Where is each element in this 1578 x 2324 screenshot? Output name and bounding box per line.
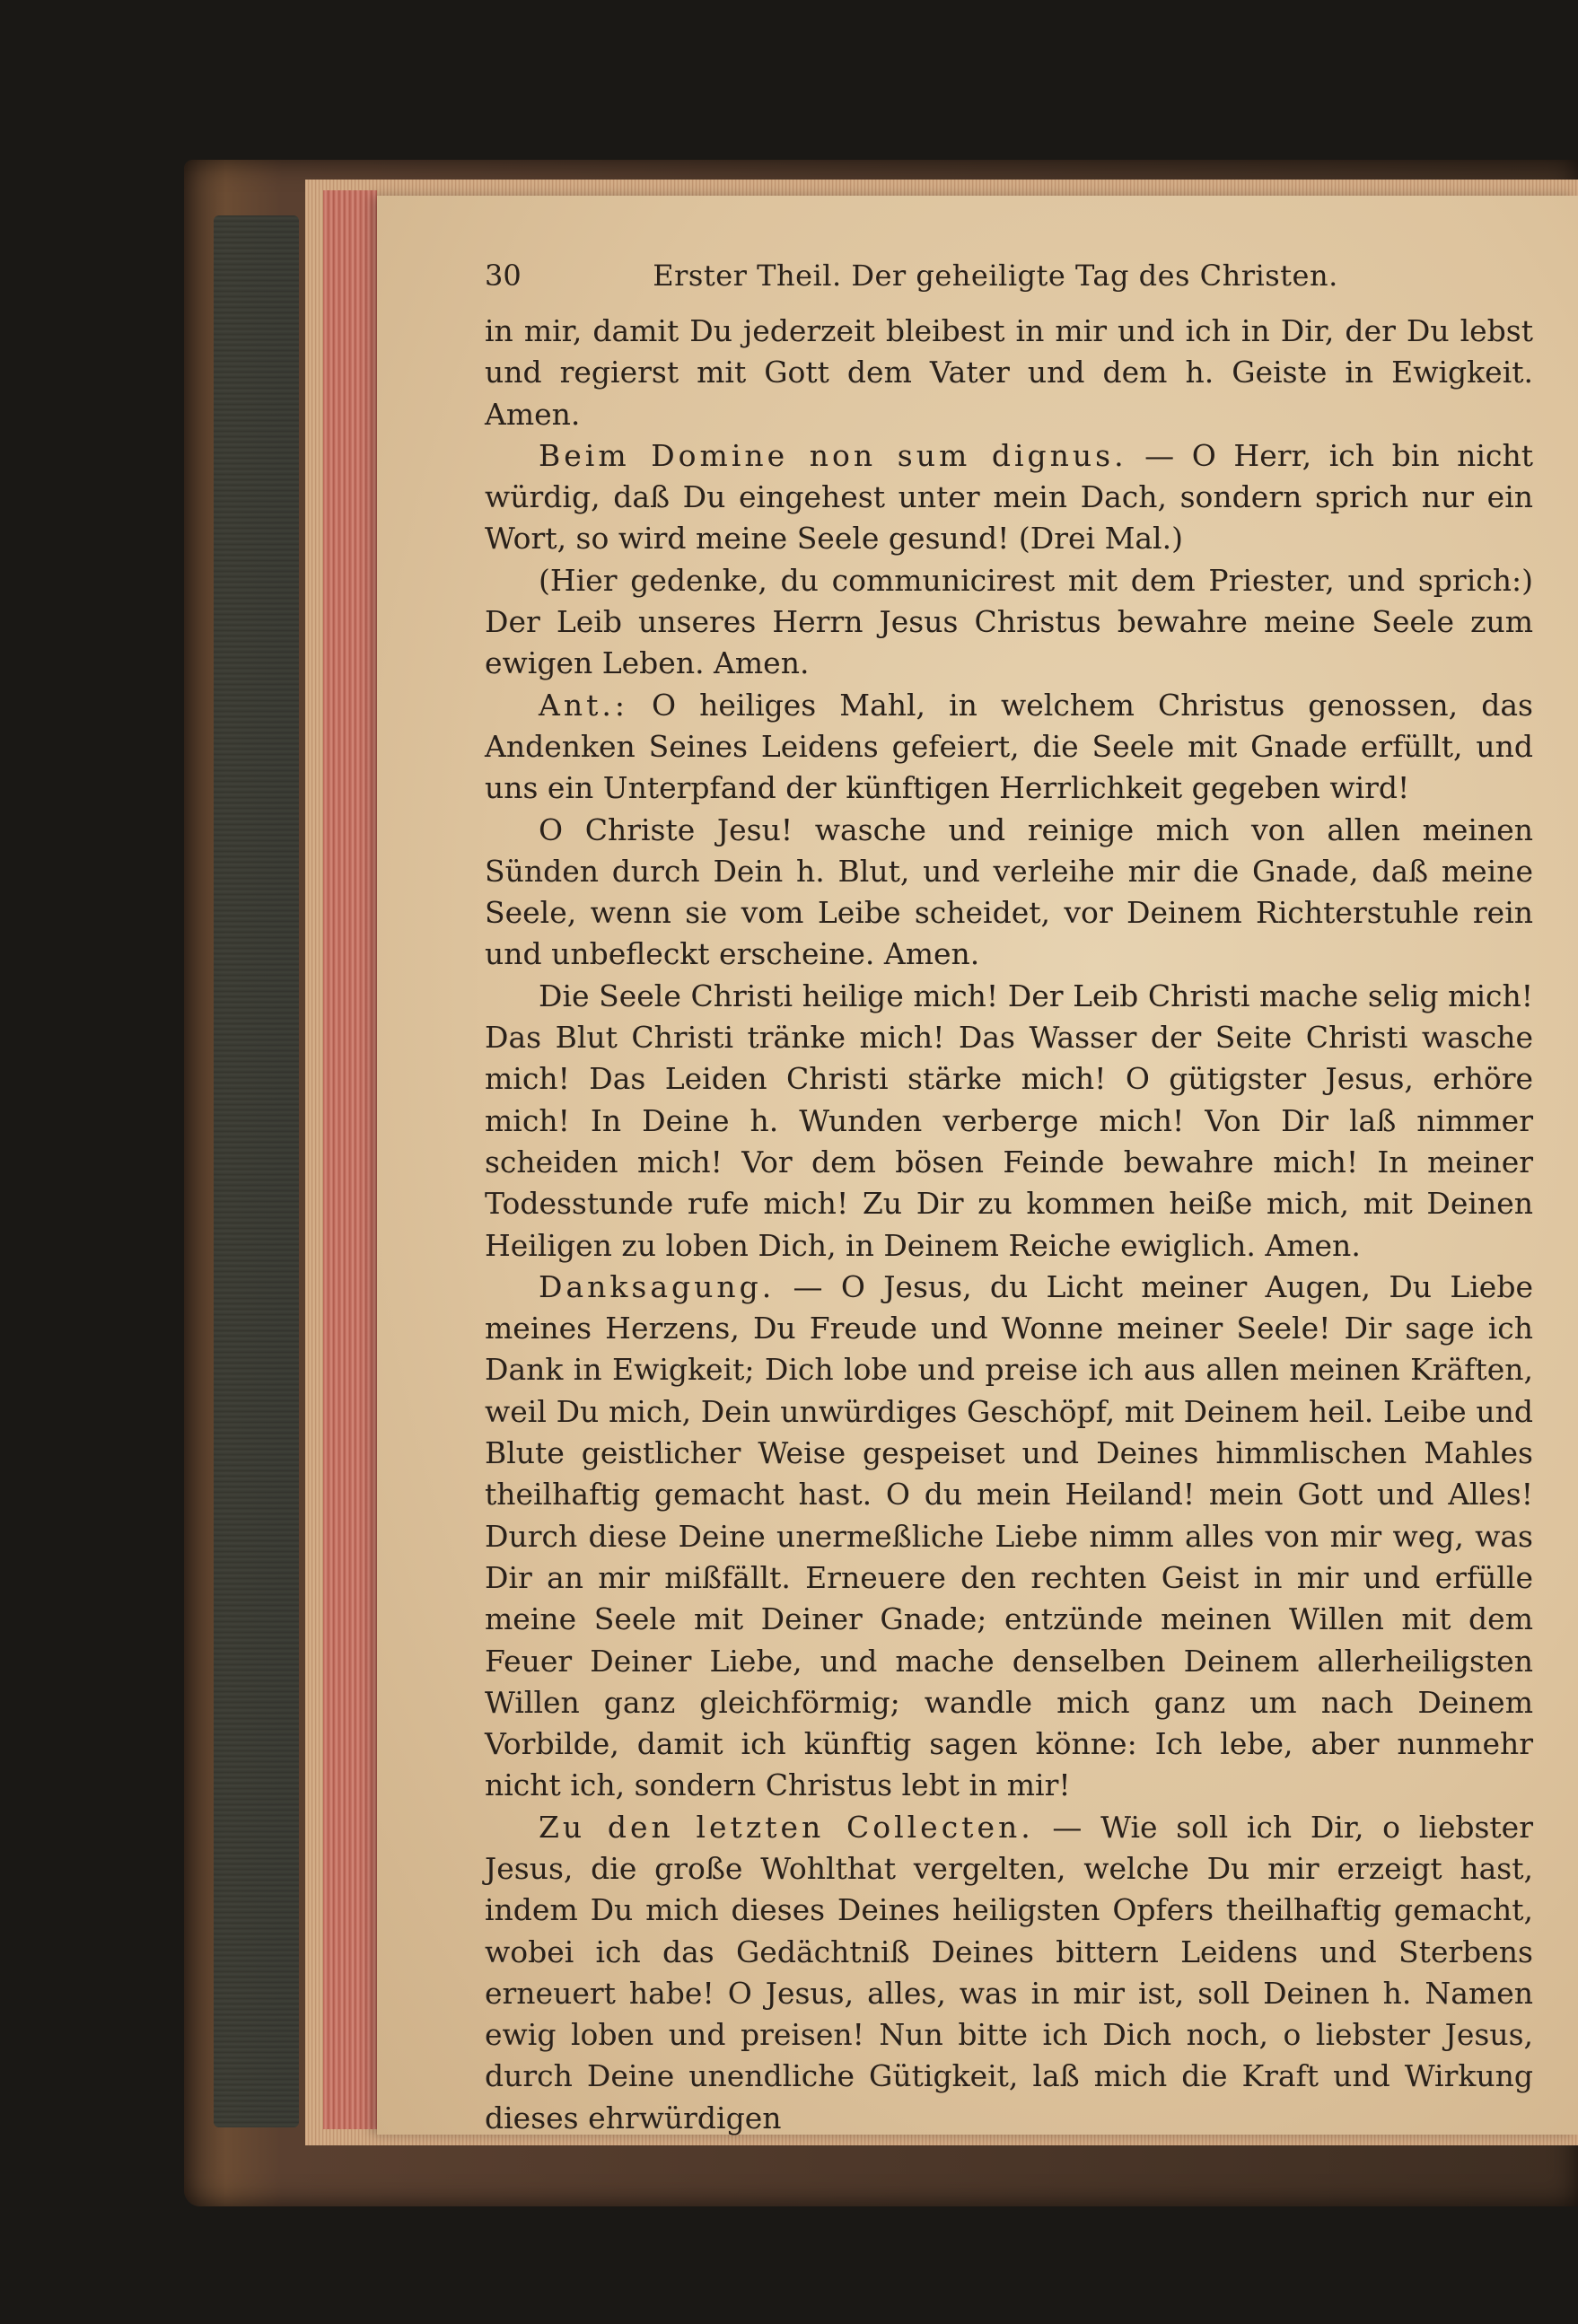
page-number: 30	[485, 259, 522, 293]
red-page-edges	[323, 190, 377, 2129]
paragraph	[485, 435, 1533, 560]
paragraph-text: — O Herr, ich bin nicht würdig, daß Du eingehest unter mein Dach, sondern sprich nur ein Wort, so wird meine Seele gesund! (Drei Mal.)	[485, 437, 1533, 557]
paragraph	[485, 560, 1533, 685]
section-lead: Danksagung.	[539, 1268, 776, 1304]
paragraph	[485, 685, 1533, 810]
page-text	[485, 255, 1533, 2139]
running-head	[485, 255, 1533, 302]
paragraph	[485, 976, 1533, 1267]
paragraph-text: O heiliges Mahl, in welchem Christus genossen, das Andenken Seines Leidens gefeiert, die Seele mit Gnade erfüllt, und uns ein Unterpfand der künftigen Herrlichkeit gegeben wird!	[485, 687, 1533, 806]
section-lead: Beim Domine non sum dignus.	[539, 437, 1127, 473]
book-spine-cloth	[214, 215, 299, 2127]
paragraph-text: — Wie soll ich Dir, o liebster Jesus, die große Wohlthat vergelten, welche Du mir erzeigt hast, indem Du mich dieses Deines heiligsten Opfers theilhaftig gemacht, wobei ich das Gedächtniß Deines bittern Leidens und Sterbens erneuert habe! O Jesus, alles, was in mir ist, soll Deinen h. Namen ewig loben und preisen! Nun bitte ich Dich noch, o liebster Jesus, durch Deine unendliche Gütigkeit, laß mich die Kraft und Wirkung dieses ehrwürdigen	[485, 1809, 1533, 2135]
paragraph-text: O Christe Jesu! wasche und reinige mich von allen meinen Sünden durch Dein h. Blut, und verleihe mir die Gnade, daß meine Seele, wenn sie vom Leibe scheidet, vor Deinem Richterstuhle rein und unbefleckt erscheine. Amen.	[485, 811, 1533, 972]
running-title: Erster Theil. Der geheiligte Tag des Christen.	[653, 259, 1338, 293]
section-lead: Ant.:	[539, 687, 628, 723]
paragraph	[485, 1267, 1533, 1807]
paragraph-text: (Hier gedenke, du communicirest mit dem Priester, und sprich:) Der Leib unseres Herrn Jesus Christus bewahre meine Seele zum ewigen Leben. Amen.	[485, 562, 1533, 681]
section-lead: Zu den letzten Collecten.	[539, 1809, 1034, 1845]
paragraph-text: Die Seele Christi heilige mich! Der Leib Christi mache selig mich! Das Blut Christi tränke mich! Das Wasser der Seite Christi wasche mich! Das Leiden Christi stärke mich! O gütigster Jesus, erhöre mich! In Deine h. Wunden verberge mich! Von Dir laß nimmer scheiden mich! Vor dem bösen Feinde bewahre mich! In meiner Todesstunde rufe mich! Zu Dir zu kommen heiße mich, mit Deinen Heiligen zu loben Dich, in Deinem Reiche ewiglich. Amen.	[485, 978, 1533, 1263]
paragraph	[485, 810, 1533, 976]
paragraph-text: — O Jesus, du Licht meiner Augen, Du Liebe meines Herzens, Du Freude und Wonne meiner Seele! Dir sage ich Dank in Ewigkeit; Dich lobe und preise ich aus allen meinen Kräften, weil Du mich, Dein unwürdiges Geschöpf, mit Deinem heil. Leibe und Blute geistlicher Weise gespeiset und Deines himmlischen Mahles theilhaftig gemacht hast. O du mein Heiland! mein Gott und Alles! Durch diese Deine unermeßliche Liebe nimm alles von mir weg, was Dir an mir mißfällt. Erneuere den rechten Geist in mir und erfülle meine Seele mit Deiner Gnade; entzünde meinen Willen mit dem Feuer Deiner Liebe, und mache denselben Deinem allerheiligsten Willen ganz gleichförmig; wandle mich ganz um nach Deinem Vorbilde, damit ich künftig sagen könne: Ich lebe, aber nunmehr nicht ich, sondern Christus lebt in mir!	[485, 1268, 1533, 1803]
paragraph	[485, 311, 1533, 435]
paragraph-text: in mir, damit Du jederzeit bleibest in mir und ich in Dir, der Du lebst und regierst mit Gott dem Vater und dem h. Geiste in Ewigkeit. Amen.	[485, 313, 1533, 432]
paragraph	[485, 1807, 1533, 2139]
